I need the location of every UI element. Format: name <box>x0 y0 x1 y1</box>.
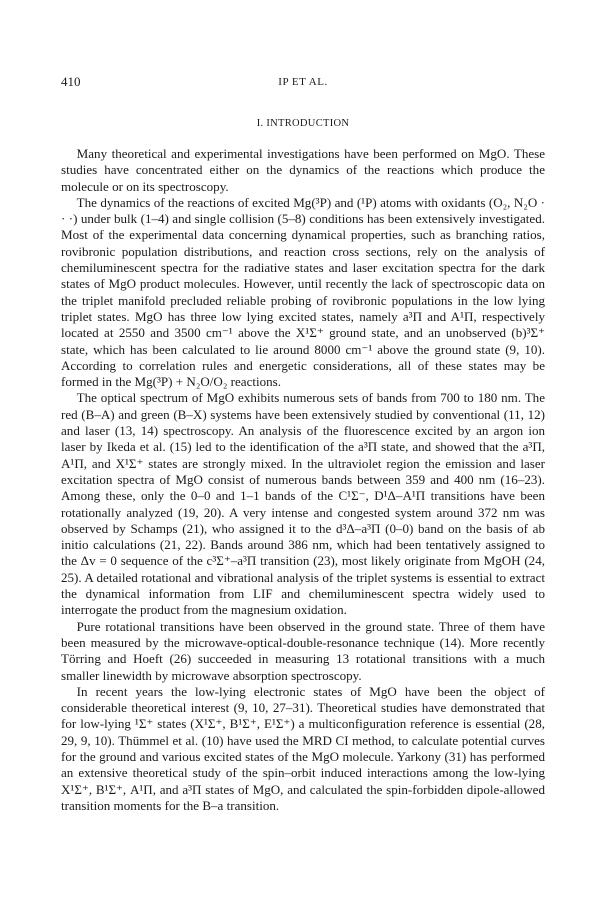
page-header <box>61 72 545 92</box>
paragraph-4: Pure rotational transitions have been observed in the ground state. Three of them have been measured by the microwave-optical-double-resonance technique (14). More recently Törring and Hoeft (26) succeeded in measuring 13 rotational transitions with a much smaller linewidth by microwave absorption spectroscopy. <box>61 618 545 683</box>
article-body <box>61 146 545 814</box>
paragraph-3: The optical spectrum of MgO exhibits numerous sets of bands from 700 to 180 nm. The red (B–A) and green (B–X) systems have been extensively studied by conventional (11, 12) and laser (13, 14) spectroscopy. An analysis of the fluorescence excited by an argon ion laser by Ikeda et al. (15) led to the identification of the a³Π state, and showed that the a³Π, A¹Π, and X¹Σ⁺ states are strongly mixed. In the ultraviolet region the emission and laser excitation spectra of MgO consist of numerous bands between 359 and 400 nm (16–23). Among these, only the 0–0 and 1–1 bands of the C¹Σ⁻, D¹Δ–A¹Π transitions have been rotationally analyzed (19, 20). A very intense and congested system around 372 nm was observed by Schamps (21), who assigned it to the d³Δ–a³Π (0–0) band on the basis of ab initio calculations (21, 22). Bands around 386 nm, which had been tentatively assigned to the Δv = 0 sequence of the c³Σ⁺–a³Π transition (23), most likely originate from MgOH (24, 25). A detailed rotational and vibrational analysis of the triplet systems is essential to extract the dynamical information from LIF and chemiluminescent spectra widely used to interrogate the product from the magnesium oxidation. <box>61 390 545 618</box>
paragraph-2: The dynamics of the reactions of excited Mg(³P) and (¹P) atoms with oxidants (O₂, N₂O · · ·) under bulk (1–4) and single collision (5–8) conditions has been extensively investigated. Most of the experimental data concerning dynamical properties, such as branching ratios, rovibronic population distributions, and reaction cross sections, rely on the analysis of chemiluminescent spectra for the radiative states and laser excitation spectra for the dark states of MgO product molecules. However, until recently the lack of spectroscopic data on the triplet manifold precluded reliable probing of rovibronic populations in the low lying triplet states. MgO has three low lying excited states, namely a³Π and A¹Π, respectively located at 2550 and 3500 cm⁻¹ above the X¹Σ⁺ ground state, and an unobserved (b)³Σ⁺ state, which has been calculated to lie around 8000 cm⁻¹ above the ground state (9, 10). According to correlation rules and energetic considerations, all of these states may be formed in the Mg(³P) + N₂O/O₂ reactions. <box>61 194 545 390</box>
paragraph-5: In recent years the low-lying electronic states of MgO have been the object of considerable theoretical interest (9, 10, 27–31). Theoretical studies have demonstrated that for low-lying ¹Σ⁺ states (X¹Σ⁺, B¹Σ⁺, E¹Σ⁺) a multiconfiguration reference is essential (28, 29, 9, 10). Thümmel et al. (10) have used the MRD CI method, to calculate potential curves for the ground and various excited states of the MgO molecule. Yarkony (31) has performed an extensive theoretical study of the spin–orbit induced interactions among the low-lying X¹Σ⁺, B¹Σ⁺, A¹Π, and a³Π states of MgO, and calculated the spin-forbidden dipole-allowed transition moments for the B–a transition. <box>61 683 545 813</box>
paragraph-1: Many theoretical and experimental investigations have been performed on MgO. These studies have concentrated either on the dynamics of the reactions which produce the molecule or on its spectroscopy. <box>61 146 545 194</box>
page-number: 410 <box>61 74 81 89</box>
section-heading: I. INTRODUCTION <box>256 118 350 129</box>
running-title: IP ET AL. <box>278 76 328 88</box>
